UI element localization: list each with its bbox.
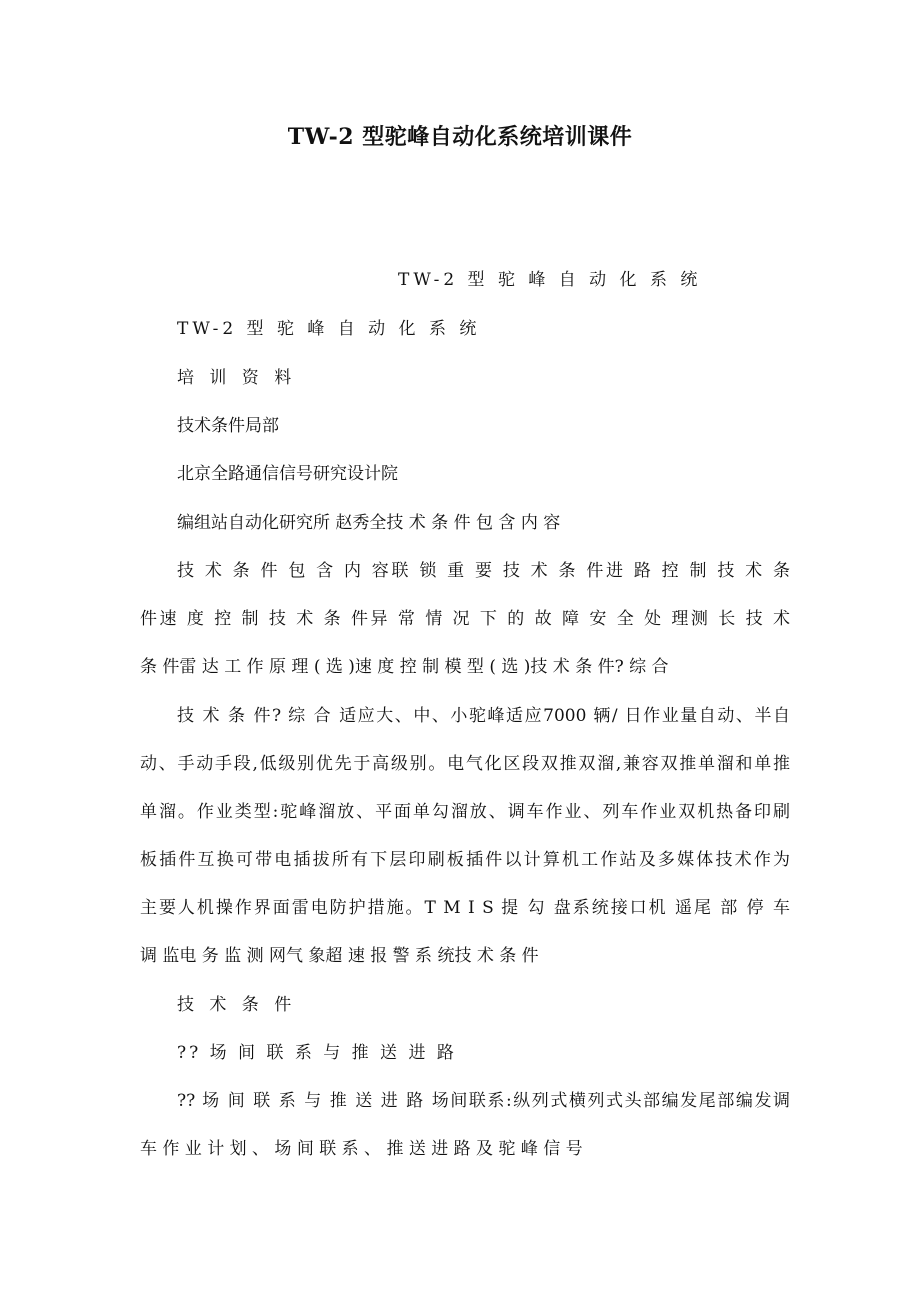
paragraph-line: 技 术 条 件? 综 合 适应大、中、小驼峰适应7000 辆/ 日作业量自动、半自 bbox=[177, 706, 790, 726]
paragraph-line: ?? 场 间 联 系 与 推 送 进 路 场间联系:纵列式横列式头部编发尾部编发调 bbox=[177, 1091, 790, 1111]
paragraph-line: 技 术 条 件 包 含 内 容联 锁 重 要 技 术 条 件进 路 控 制 技 术 条 bbox=[177, 561, 790, 581]
paragraph-line: 单溜。作业类型:驼峰溜放、平面单勾溜放、调车作业、列车作业双机热备印刷 bbox=[140, 802, 790, 822]
paragraph-yard-route bbox=[140, 1089, 790, 1185]
tech-conditions-heading: 技 术 条 件 bbox=[177, 995, 297, 1015]
tech-conditions-line: 技术条件局部 bbox=[177, 416, 279, 436]
paragraph-general-conditions bbox=[140, 704, 790, 992]
paragraph-tech-contents bbox=[140, 559, 790, 703]
department-author-line: 编组站自动化研究所 赵秀全技 术 条 件 包 含 内 容 bbox=[177, 513, 561, 533]
system-name-line: TW-2 型 驼 峰 自 动 化 系 统 bbox=[177, 319, 481, 339]
paragraph-line: 调 监电 务 监 测 网气 象超 速 报 警 系 统技 术 条 件 bbox=[140, 946, 539, 966]
document-title: TW-2 型驼峰自动化系统培训课件 bbox=[287, 124, 633, 150]
yard-route-heading: ?? 场 间 联 系 与 推 送 进 路 bbox=[177, 1043, 457, 1063]
institute-line: 北京全路通信信号研究设计院 bbox=[177, 464, 398, 484]
paragraph-line: 件速 度 控 制 技 术 条 件异 常 情 况 下 的 故 障 安 全 处 理测 长 技 术 bbox=[140, 609, 790, 629]
paragraph-line: 条 件雷 达 工 作 原 理 ( 选 )速 度 控 制 模 型 ( 选 )技 术 条 件? 综 合 bbox=[140, 657, 669, 677]
paragraph-line: 板插件互换可带电插拔所有下层印刷板插件以计算机工作站及多媒体技术作为 bbox=[140, 850, 790, 870]
training-material-line: 培 训 资 料 bbox=[177, 368, 297, 388]
section-subtitle: TW-2 型 驼 峰 自 动 化 系 统 bbox=[398, 270, 702, 290]
paragraph-line: 动、手动手段,低级别优先于高级别。电气化区段双推双溜,兼容双推单溜和单推 bbox=[140, 754, 790, 774]
paragraph-line: 车 作 业 计 划 、 场 间 联 系 、 推 送 进 路 及 驼 峰 信 号 bbox=[140, 1139, 583, 1159]
paragraph-line: 主要人机操作界面雷电防护措施。T M I S 提 勾 盘系统接口机 遥尾 部 停 车 bbox=[140, 898, 790, 918]
